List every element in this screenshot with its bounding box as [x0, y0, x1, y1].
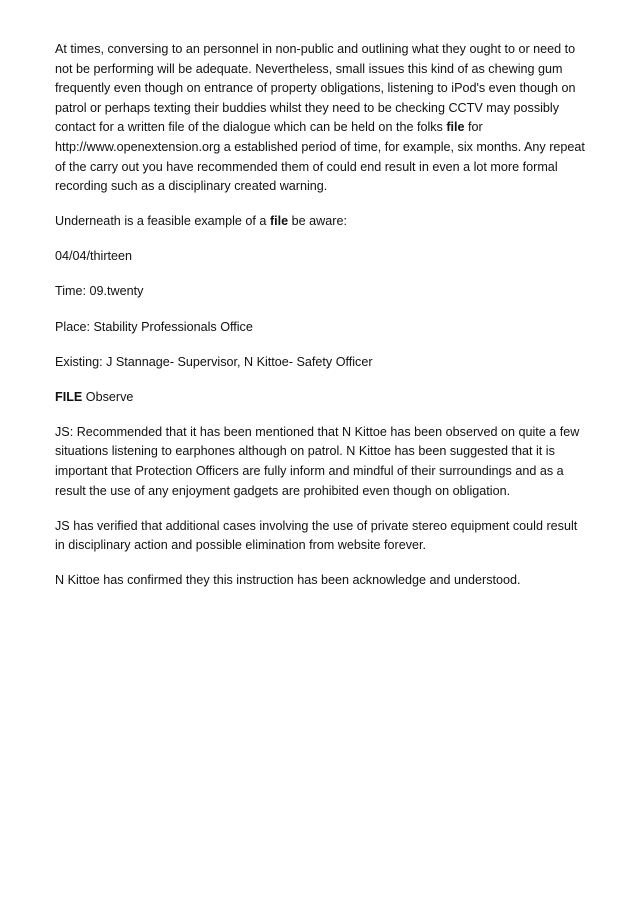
intro-paragraph	[55, 40, 590, 197]
note-place: Place: Stability Professionals Office	[55, 319, 253, 334]
note-date: 04/04/thirteen	[55, 249, 133, 264]
note-time: Time: 09.twenty	[55, 284, 144, 299]
document-page	[55, 40, 590, 606]
intro-bold-file: file	[446, 120, 465, 135]
example-bold-file: file	[269, 214, 289, 229]
intro-text-before: At times, conversing to an personnel in non-public and outlining what they ought to or need to not be performing will be adequate. Nevertheless, small issues this kind of as chewing gum frequently even though on entrance of property obligations, listening to iPod's even though on patrol or perhaps texting their buddies whilst they need to be checking CCTV may possibly contact for a written file of the dialogue which can be held on the folks	[55, 42, 576, 135]
closing-statement: N Kittoe has confirmed they this instruction has been acknowledge and understood.	[55, 573, 521, 588]
example-intro-paragraph	[55, 212, 590, 232]
note-existing: Existing: J Stannage- Supervisor, N Kittoe- Safety Officer	[55, 354, 373, 369]
example-text-before: Underneath is a feasible example of a	[55, 214, 270, 229]
note-heading-text: Observe	[82, 389, 134, 404]
js-statement-1: JS: Recommended that it has been mentioned that N Kittoe has been observed on quite a few situations listening to earphones although on patrol. N Kittoe has been suggested that it is important that Protection Officers are fully inform and mindful of their surroundings and as a result the use of any enjoyment gadgets are prohibited even though on obligation.	[55, 424, 580, 498]
example-text-after: be aware:	[288, 214, 347, 229]
note-heading	[55, 388, 590, 408]
intro-text-after: for http://www.openextension.org a established period of time, for example, six months. Any repeat of the carry out you have recommended them of could end result in even a lot more formal recording such as a disciplinary created warning.	[55, 120, 585, 194]
js-statement-2: JS has verified that additional cases involving the use of private stereo equipment could result in disciplinary action and possible elimination from website forever.	[55, 518, 578, 553]
note-heading-bold: FILE	[55, 389, 83, 404]
